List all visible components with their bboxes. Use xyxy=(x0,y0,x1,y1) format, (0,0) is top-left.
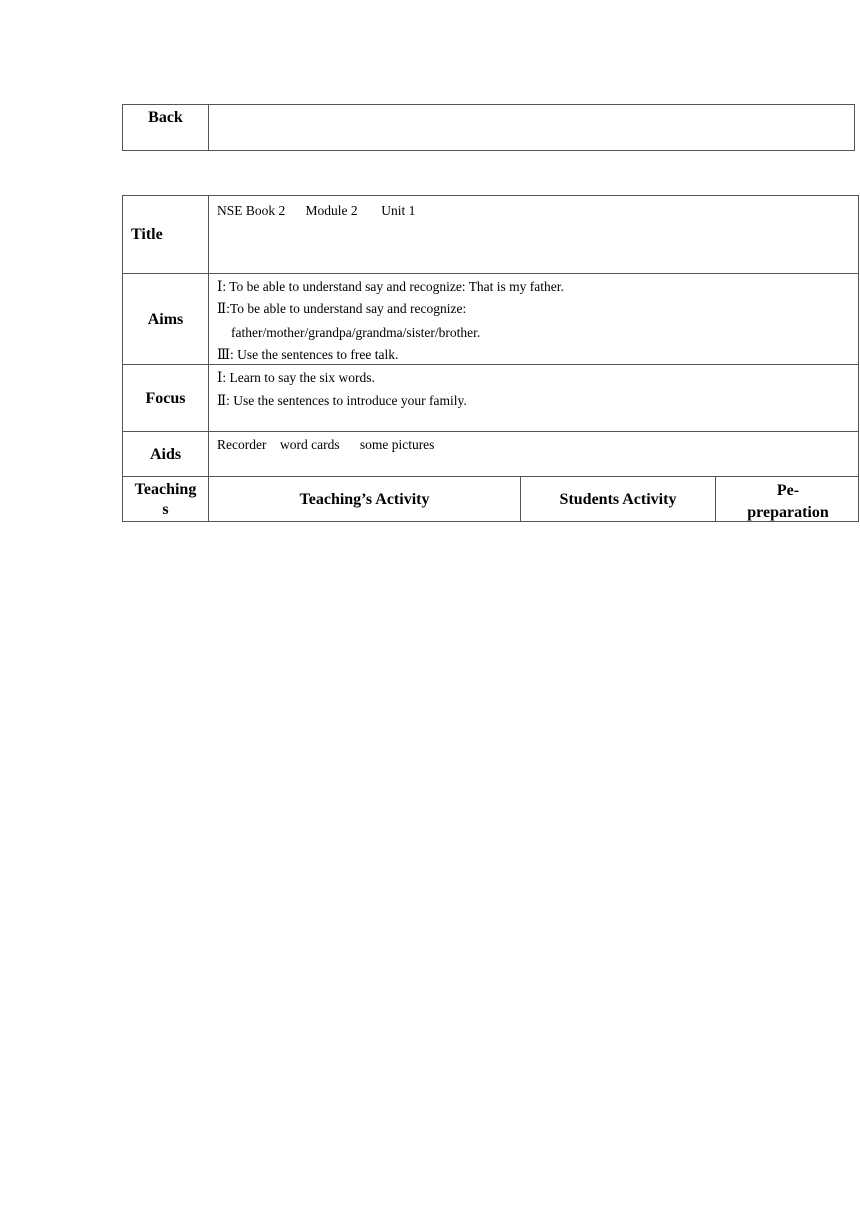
row-divider xyxy=(123,476,858,477)
header-preparation xyxy=(716,480,860,524)
aims-line: father/mother/grandpa/grandma/sister/brother. xyxy=(231,325,481,340)
aims-line: Ⅰ: To be able to understand say and recognize: That is my father. xyxy=(217,279,564,294)
header-preparation-line2: preparation xyxy=(747,504,829,521)
focus-line: Ⅰ: Learn to say the six words. xyxy=(217,370,375,385)
header-students-activity: Students Activity xyxy=(559,491,677,508)
title-value: NSE Book 2 Module 2 Unit 1 xyxy=(217,203,416,218)
aims-line: Ⅲ: Use the sentences to free talk. xyxy=(217,347,399,362)
aids-label: Aids xyxy=(149,446,182,463)
focus-label: Focus xyxy=(145,390,186,407)
back-label: Back xyxy=(148,109,183,126)
back-table xyxy=(122,104,855,151)
aids-value: Recorder word cards some pictures xyxy=(217,437,435,452)
label-column-divider xyxy=(208,196,209,521)
row-divider xyxy=(123,431,858,432)
header-teachings xyxy=(123,480,208,520)
header-teachings-line2: s xyxy=(162,501,169,518)
title-label: Title xyxy=(131,226,163,243)
row-divider xyxy=(123,273,858,274)
back-table-divider xyxy=(208,105,209,150)
aims-line: Ⅱ:To be able to understand say and recognize: xyxy=(217,301,467,316)
focus-line: Ⅱ: Use the sentences to introduce your family. xyxy=(217,393,467,408)
header-teachings-line1: Teaching xyxy=(134,481,197,498)
header-preparation-line1: Pe- xyxy=(776,482,800,499)
header-teachers-activity: Teaching’s Activity xyxy=(299,491,430,508)
aims-label: Aims xyxy=(147,311,184,328)
lesson-table xyxy=(122,195,859,522)
